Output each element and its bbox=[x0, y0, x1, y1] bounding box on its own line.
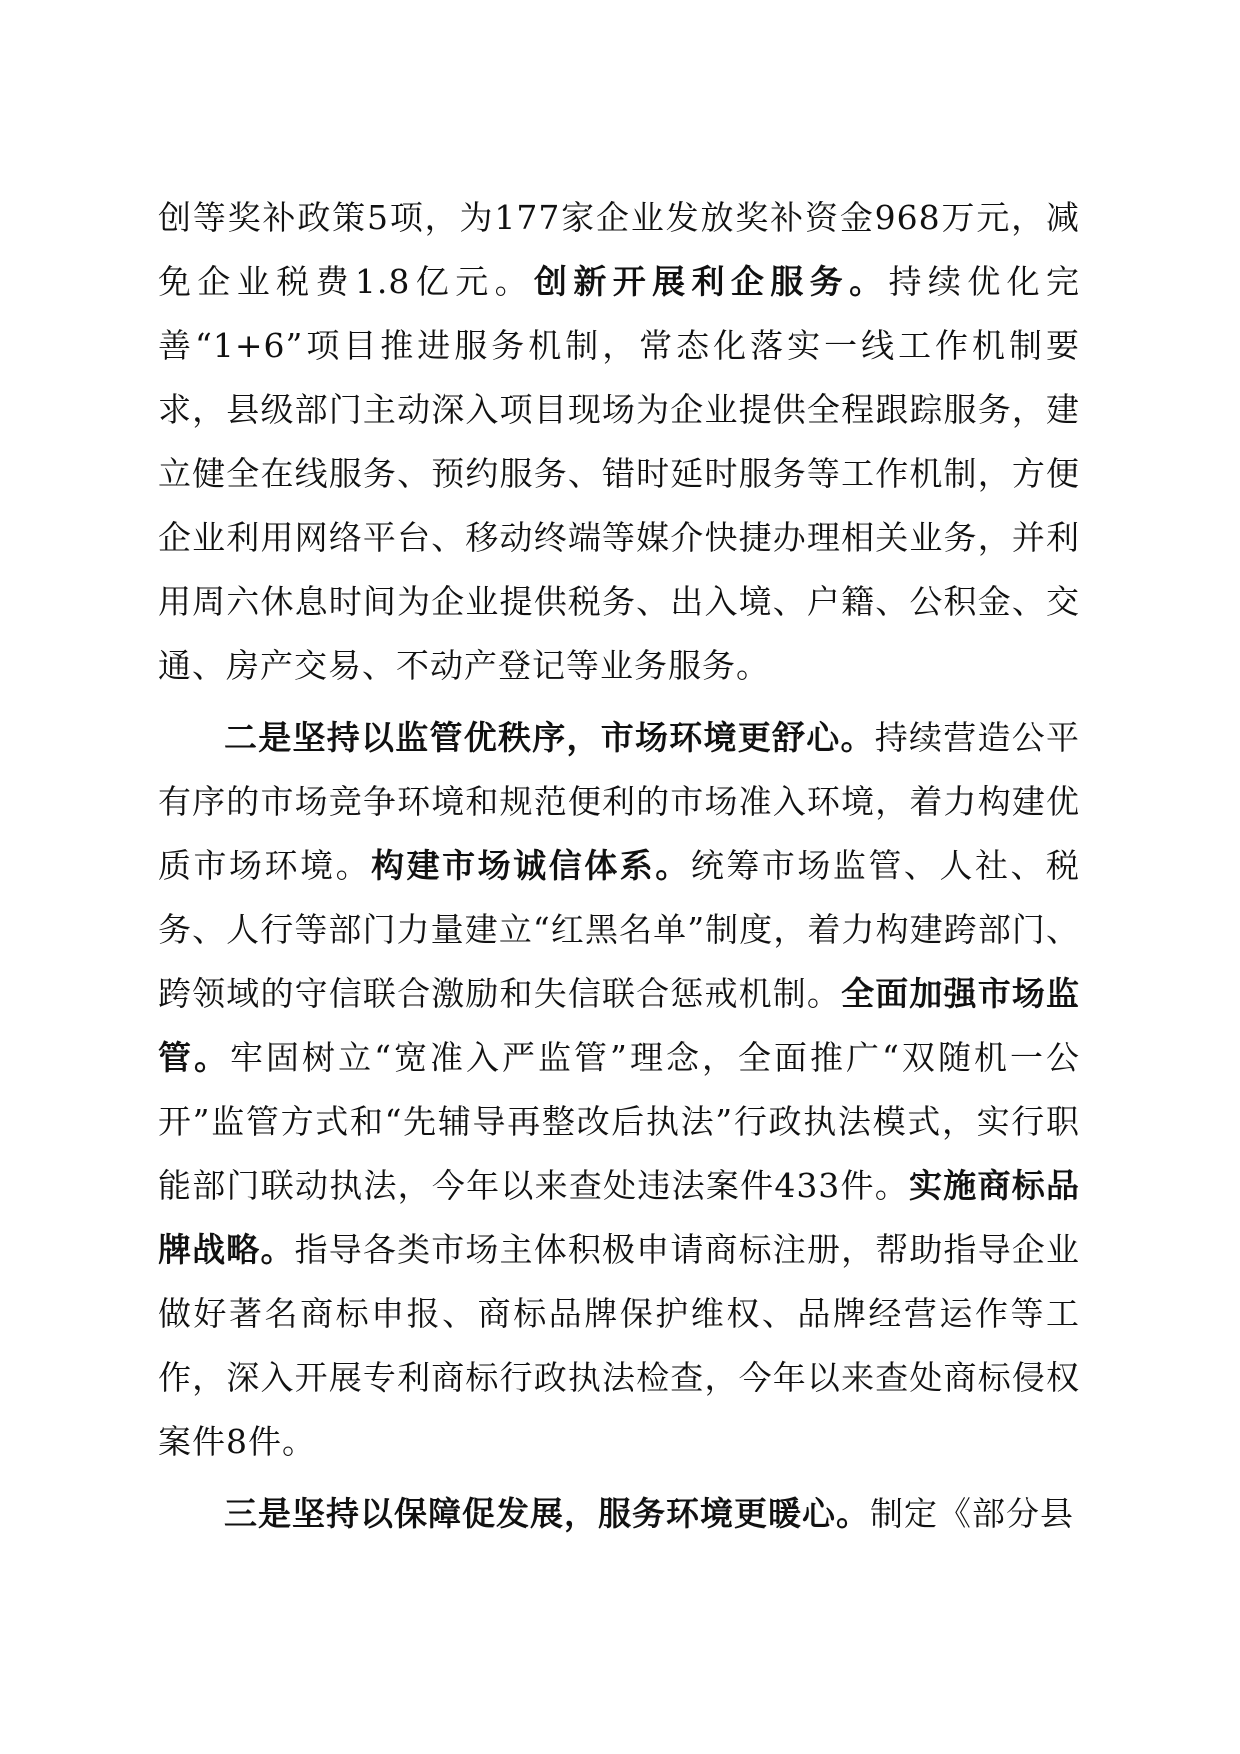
bold-subheading: 构建市场诚信体系。 bbox=[371, 846, 691, 885]
paragraph-text: 统筹市场监管、人社、税务、人行等部门力量建立“红黑名单”制度，着力构建跨部门、跨领域的守信联合激励和失信联合惩戒机制。 bbox=[158, 846, 1081, 1013]
document-body bbox=[158, 186, 1080, 1546]
paragraph-text: 指导各类市场主体积极申请商标注册，帮助指导企业做好著名商标申报、商标品牌保护维权、品牌经营运作等工作，深入开展专利商标行政执法检查，今年以来查处商标侵权案件8件。 bbox=[158, 1230, 1081, 1461]
paragraph-market-environment bbox=[158, 706, 1080, 1474]
bold-subheading: 创新开展利企服务。 bbox=[533, 262, 889, 301]
section-heading: 三是坚持以保障促发展，服务环境更暖心。 bbox=[224, 1494, 870, 1533]
paragraph-text: 牢固树立“宽准入严监管”理念，全面推广“双随机一公开”监管方式和“先辅导再整改后执法”行政执法模式，实行职能部门联动执法，今年以来查处违法案件433件。 bbox=[158, 1038, 1080, 1205]
paragraph-enterprise-services bbox=[158, 186, 1080, 698]
bold-subheading: 全面加强市场监管。 bbox=[158, 974, 1081, 1077]
paragraph-text: 创等奖补政策5项，为177家企业发放奖补资金968万元，减免企业税费1.8亿元。 bbox=[158, 198, 1080, 301]
section-heading: 二是坚持以监管优秩序，市场环境更舒心。 bbox=[224, 718, 875, 757]
paragraph-text: 制定《部分县 bbox=[870, 1494, 1074, 1533]
paragraph-text: 持续优化完善“1+6”项目推进服务机制，常态化落实一线工作机制要求，县级部门主动深入项目现场为企业提供全程跟踪服务，建立健全在线服务、预约服务、错时延时服务等工作机制，方便企业利用网络平台、移动终端等媒介快捷办理相关业务，并利用周六休息时间为企业提供税务、出入境、户籍、公积金、交通、房产交易、不动产登记等业务服务。 bbox=[158, 262, 1081, 685]
paragraph-service-environment bbox=[158, 1482, 1080, 1546]
bold-subheading: 实施商标品牌战略。 bbox=[158, 1166, 1080, 1269]
paragraph-text: 持续营造公平有序的市场竞争环境和规范便利的市场准入环境，着力构建优质市场环境。 bbox=[158, 718, 1080, 885]
